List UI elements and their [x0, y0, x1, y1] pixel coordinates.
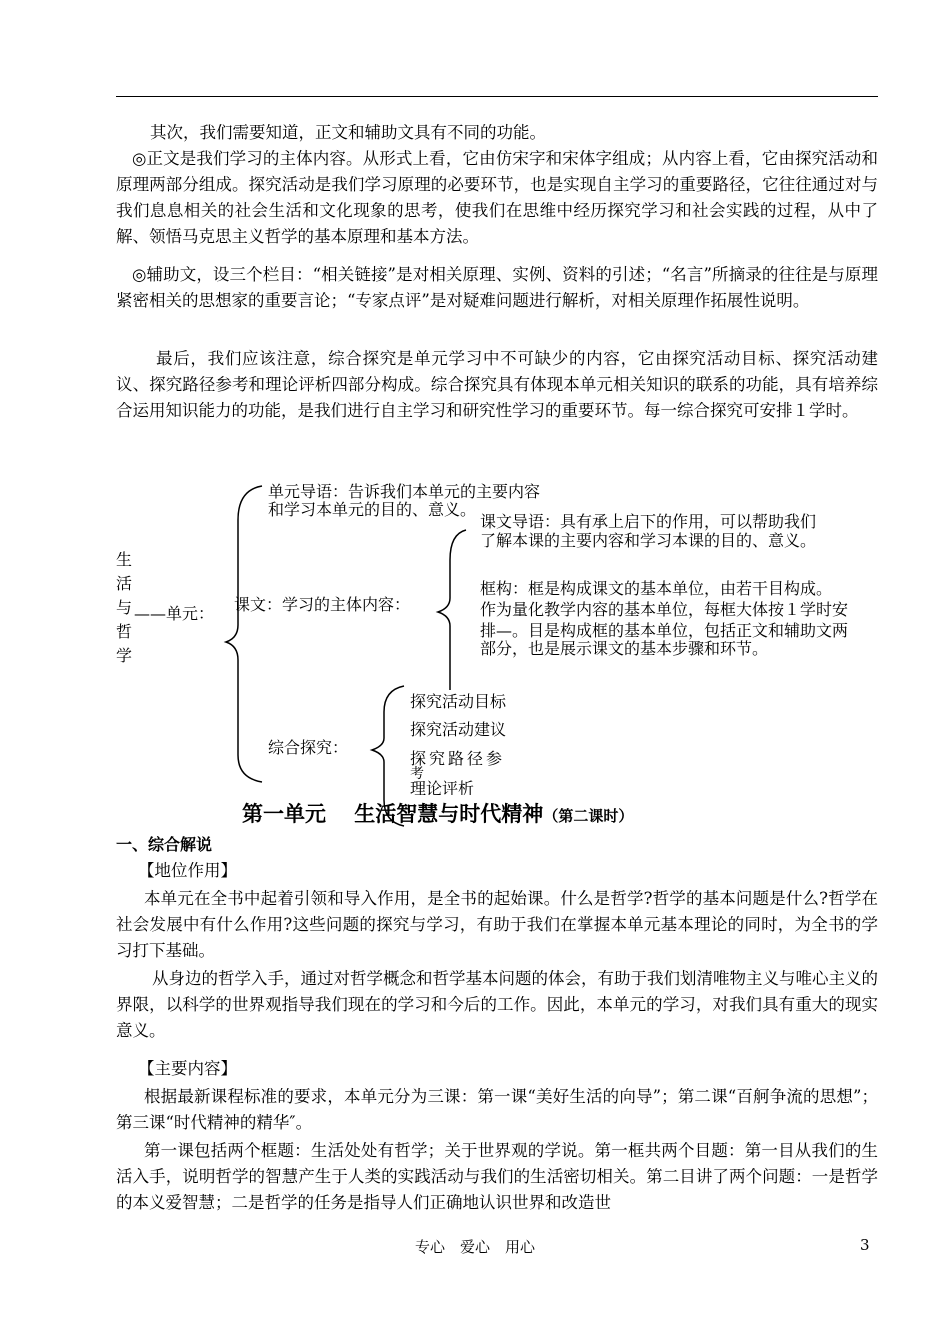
explore-item: 理论评析 [410, 780, 475, 795]
paragraph-1: 其次，我们需要知道，正文和辅助文具有不同的功能。 [150, 123, 546, 142]
lesson-intro-line-1: 课文导语：具有承上启下的作用，可以帮助我们 [480, 512, 817, 531]
frame-line-2: 作为量化教学内容的基本单位，每框大体按１学时安 [480, 600, 849, 619]
section-heading: 一、综合解说 [116, 835, 213, 854]
vertical-char: 哲 [116, 622, 133, 641]
subheading-position: 【地位作用】 [138, 861, 237, 880]
explore-label: 综合探究： [268, 738, 349, 757]
vertical-char: 学 [116, 646, 133, 665]
vertical-label [116, 548, 136, 668]
frame-line-4: 部分，也是展示课文的基本步骤和环节。 [480, 639, 769, 658]
unit-intro-line-1: 单元导语：告诉我们本单元的主要内容 [268, 482, 541, 501]
unit-brace [226, 486, 262, 782]
paragraph-7: 根据最新课程标准的要求，本单元分为三课：第一课“美好生活的向导”；第二课“百舸争流的思想”；第三课“时代精神的精华″。 [116, 1087, 878, 1132]
paragraph-4: 最后，我们应该注意，综合探究是单元学习中不可缺少的内容，它由探究活动目标、探究活动建议、探究路径参考和理论评析四部分构成。综合探究具有体现本单元相关知识的联系的功能，具有培养综合运用知识能力的功能，是我们进行自主学习和研究性学习的重要环节。每一综合探究可安排１学时。 [116, 349, 878, 420]
explore-item: 探究路径参 [410, 749, 506, 768]
subheading-content: 【主要内容】 [138, 1059, 237, 1078]
vertical-char: 生 [116, 550, 133, 569]
footer-motto: 专心 爱心 用心 [414, 1238, 535, 1256]
paragraph-8: 第一课包括两个框题：生活处处有哲学；关于世界观的学说。第一框共两个目题：第一目从我们的生活入手，说明哲学的智慧产生于人类的实践活动与我们的生活密切相关。第二目讲了两个问题：一是哲学的本义爱智慧；二是哲学的任务是指导人们正确地认识世界和改造世 [116, 1141, 878, 1212]
unit-title [242, 798, 633, 828]
paragraph-2: ◎正文是我们学习的主体内容。从形式上看，它由仿宋字和宋体字组成；从内容上看，它由探究活动和原理两部分组成。探究活动是我们学习原理的必要环节，也是实现自主学习的重要路径，它往往通过对与我们息息相关的社会生活和文化现象的思考，使我们在思维中经历探究学习和社会实践的过程，从中了解、领悟马克思主义哲学的基本原理和基本方法。 [116, 149, 878, 246]
frame-line-3: 排—。目是构成框的基本单位，包括正文和辅助文两 [480, 621, 849, 640]
vertical-char: 活 [116, 574, 133, 593]
page-number: 3 [860, 1236, 870, 1254]
vertical-char: 与 [116, 598, 133, 617]
unit-title-sub: （第二课时） [543, 807, 634, 825]
paragraph-5: 本单元在全书中起着引领和导入作用，是全书的起始课。什么是哲学?哲学的基本问题是什么?哲学在社会发展中有什么作用?这些问题的探究与学习，有助于我们在掌握本单元基本理论的同时，为全书的学习打下基础。 [116, 889, 878, 960]
unit-intro-line-2: 和学习本单元的目的、意义。 [268, 500, 477, 519]
explore-item: 探究活动建议 [410, 720, 507, 739]
text-label: 课文：学习的主体内容： [234, 595, 411, 614]
text-brace [438, 530, 466, 690]
unit-label: ——单元： [134, 604, 215, 623]
paragraph-6: 从身边的哲学入手，通过对哲学概念和哲学基本问题的体会，有助于我们划清唯物主义与唯心主义的界限，以科学的世界观指导我们现在的学习和今后的工作。因此，本单元的学习，对我们具有重大的现实意义。 [116, 969, 878, 1040]
explore-item: 考 [410, 766, 424, 782]
paragraph-3: ◎辅助文，设三个栏目：“相关链接”是对相关原理、实例、资料的引述；“名言”所摘录的往往是与原理紧密相关的思想家的重要言论；“专家点评”是对疑难问题进行解析，对相关原理作拓展性说明。 [116, 265, 878, 310]
explore-item: 探究活动目标 [410, 692, 507, 711]
unit-title-main: 第一单元 生活智慧与时代精神 [242, 802, 544, 826]
lesson-intro-line-2: 了解本课的主要内容和学习本课的目的、意义。 [480, 531, 817, 550]
frame-line-1: 框构：框是构成课文的基本单位，由若干目构成。 [480, 579, 833, 598]
